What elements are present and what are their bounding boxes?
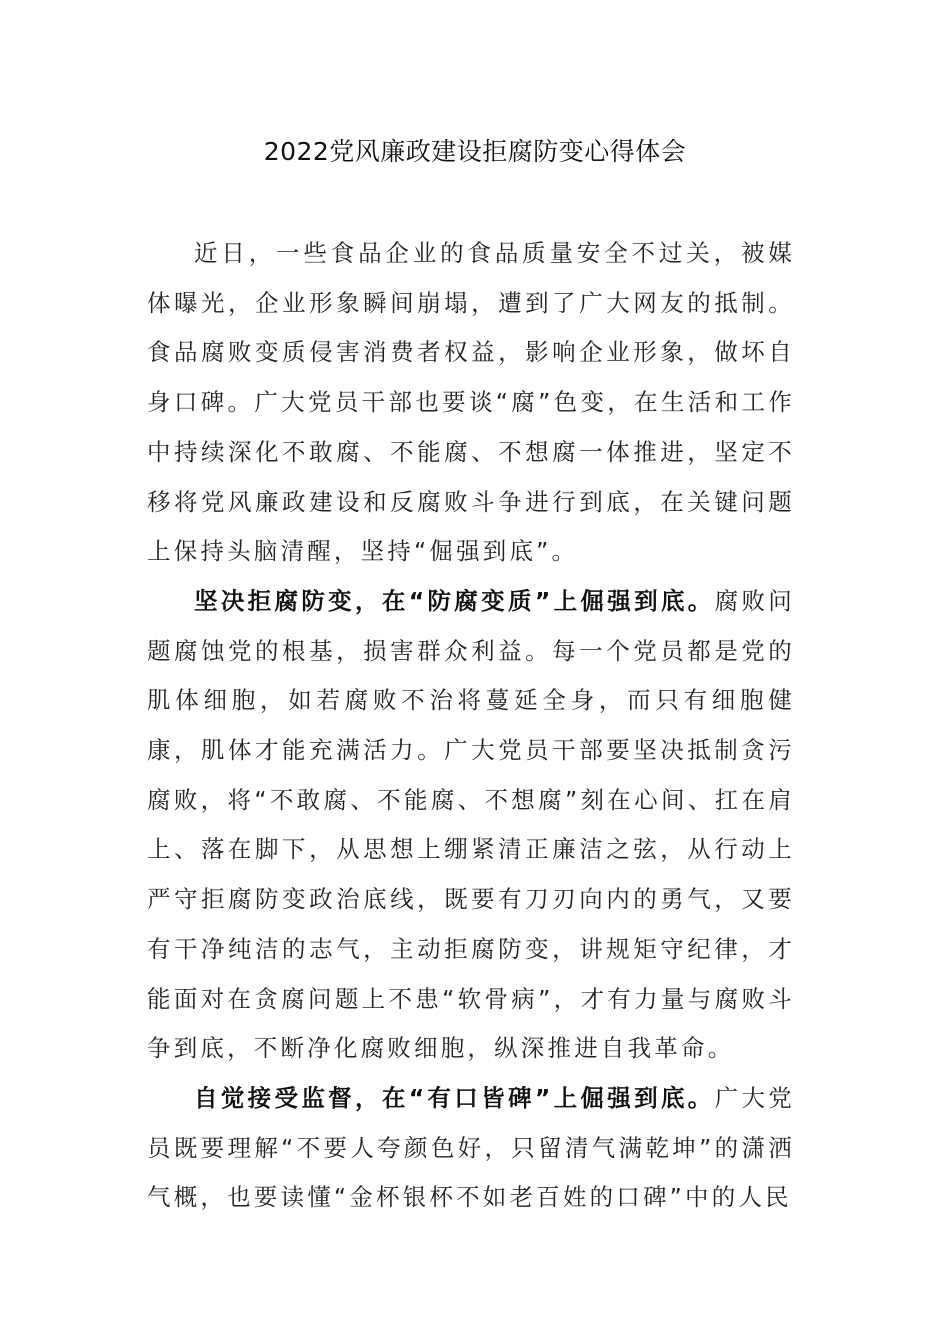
paragraph-resist-corruption-text: 腐败问题腐蚀党的根基，损害群众利益。每一个党员都是党的肌体细胞，如若腐败不治将蔓延全身，而只有细胞健康，肌体才能充满活力。广大党员干部要坚决抵制贪污腐败，将“不敢腐、不能腐、不想腐”刻在心间、扛在肩上、落在脚下，从思想上绷紧清正廉洁之弦，从行动上严守拒腐防变政治底线，既要有刀刃向内的勇气，又要有干净纯洁的志气，主动拒腐防变，讲规矩守纪律，才能面对在贪腐问题上不患“软骨病”，才有力量与腐败斗争到底，不断净化腐败细胞，纵深推进自我革命。 [147, 586, 795, 1063]
paragraph-intro [147, 229, 795, 577]
paragraph-accept-supervision-lead: 自觉接受监督，在“有口皆碑”上倔强到底。 [194, 1083, 715, 1112]
paragraph-intro-text: 近日，一些食品企业的食品质量安全不过关，被媒体曝光，企业形象瞬间崩塌，遭到了广大网友的抵制。食品腐败变质侵害消费者权益，影响企业形象，做坏自身口碑。广大党员干部也要谈“腐”色变，在生活和工作中持续深化不敢腐、不能腐、不想腐一体推进，坚定不移将党风廉政建设和反腐败斗争进行到底，在关键问题上保持头脑清醒，坚持“倔强到底”。 [147, 239, 795, 566]
paragraph-accept-supervision [147, 1074, 795, 1223]
paragraph-resist-corruption-lead: 坚决拒腐防变，在“防腐变质”上倔强到底。 [194, 586, 715, 615]
document-body [147, 229, 795, 1223]
paragraph-accept-supervision-text: 广大党员既要理解“不要人夸颜色好，只留清气满乾坤”的潇洒气概，也要读懂“金杯银杯不如老百姓的口碑”中的人民 [147, 1083, 795, 1212]
document-title: 2022党风廉政建设拒腐防变心得体会 [263, 137, 687, 166]
paragraph-resist-corruption [147, 577, 795, 1074]
